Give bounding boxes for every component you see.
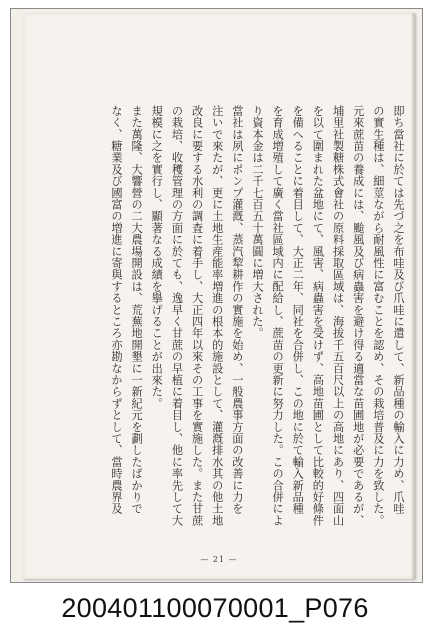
- text-column: 改良に要する水利の調査に着手し、大正四年以來その工事を實施した。また甘蔗: [190, 105, 204, 527]
- text-column: 規模に之を實行し、顯著なる成績を擧げることが出來た。: [150, 105, 164, 410]
- document-page: [23, 13, 415, 579]
- archive-id-caption: 200401100070001_P076: [61, 593, 369, 623]
- text-column: 注いで來たが、更に土地生産能率増進の根本的施設として、灌漑排水其の他土地: [210, 105, 224, 527]
- text-column: を育成増殖して廣く當社區域内に配給し、蔗苗の更新に努力した。この合併によ: [271, 105, 285, 527]
- text-column: また萬隆、大響營の二大農場開設は、荒蕪地開墾に一新紀元を劃したばかりで: [130, 105, 144, 515]
- text-column: なく、糖業及び國富の増進に寄與するところ亦勘なからずとして、當時農界及: [110, 105, 123, 515]
- text-column: の實生種は、細莖ながら耐風性に富むことを認め、その栽培普及に力を致した。: [371, 105, 385, 527]
- text-column: 埔里社製糖株式會社の原料採取區域は、海拔千五百尺以上の高地にあり、四面山: [331, 105, 345, 527]
- text-column: を以て圍まれた盆地にて、風害、病蟲害を受けず、高地苗圃として比較的好條件: [311, 105, 325, 527]
- scan-frame: [10, 8, 423, 583]
- text-column: 即ち當社に於ては先づ之を布哇及び爪哇に遣して、新品種の輸入に力め、爪哇: [391, 105, 405, 515]
- text-column: の栽培、收穫管理の方面に於ても、逸早く甘蔗の早植に着目し、他に率先して大: [170, 105, 184, 527]
- text-column: り資本金は二千七百五十萬圓に増大された。: [250, 105, 264, 339]
- text-column: を備へることに着目して、大正二年、同社を合併し、この地に於て輸入新品種: [291, 105, 305, 515]
- vertical-text-block: [107, 105, 407, 537]
- text-column: 當社は夙にポンプ灌漑、蒸汽犂耕作の實施を始め、一般農事方面の改善に力を: [230, 105, 244, 515]
- text-column: 元來蔗苗の養成には、颱風及び病蟲害を避け得る適當な苗圃地が必要であるが、: [351, 105, 365, 527]
- page-number: — 21 —: [200, 555, 238, 564]
